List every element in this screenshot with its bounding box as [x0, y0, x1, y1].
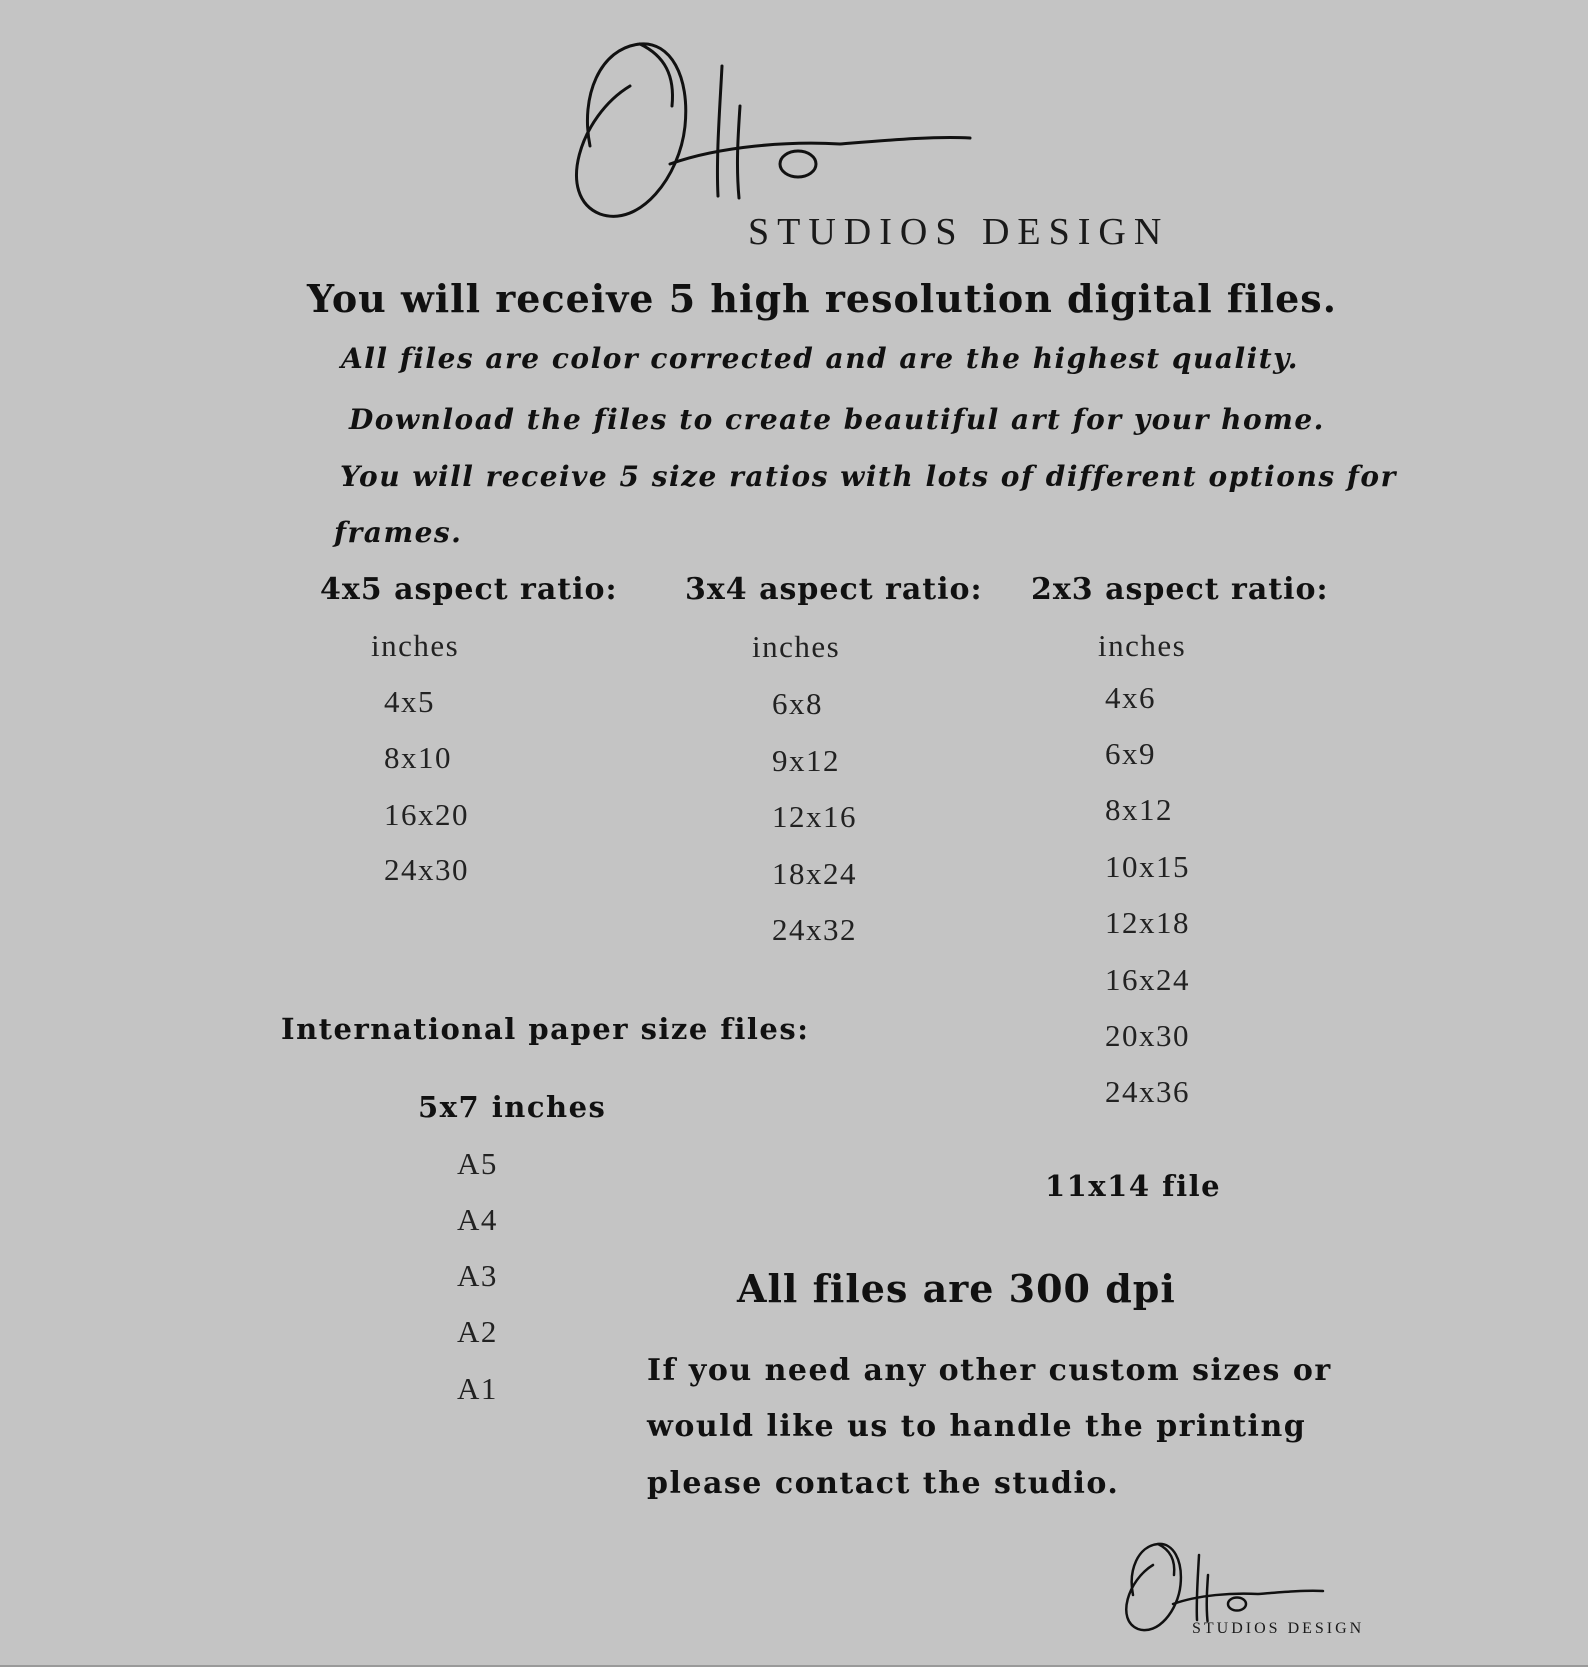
size-item: 20x30: [1105, 1018, 1190, 1053]
intro-line-4: frames.: [334, 516, 463, 549]
size-item: 10x15: [1105, 849, 1190, 884]
paper-size-item: A2: [457, 1314, 498, 1349]
intro-line-3: You will receive 5 size ratios with lots of different options for: [340, 460, 1397, 493]
size-item: 4x5: [384, 684, 435, 719]
international-subheading: 5x7 inches: [418, 1090, 607, 1124]
size-item: 16x20: [384, 797, 469, 832]
size-item: 12x16: [772, 799, 857, 834]
paper-size-item: A5: [457, 1146, 498, 1181]
column-heading-2x3: 2x3 aspect ratio:: [1031, 572, 1329, 607]
size-item: 6x8: [772, 686, 823, 721]
column-heading-3x4: 3x4 aspect ratio:: [685, 572, 983, 607]
brand-name-small: STUDIOS DESIGN: [1192, 1620, 1365, 1637]
size-item: 24x30: [384, 852, 469, 887]
contact-line-1: If you need any other custom sizes or: [647, 1353, 1332, 1388]
paper-size-item: A1: [457, 1371, 498, 1406]
international-heading: International paper size files:: [281, 1012, 810, 1046]
size-item: 16x24: [1105, 962, 1190, 997]
size-item: 18x24: [772, 856, 857, 891]
size-item: 24x36: [1105, 1074, 1190, 1109]
contact-line-2: would like us to handle the printing: [647, 1409, 1307, 1444]
otto-signature-logo: [560, 36, 980, 236]
size-item: 4x6: [1105, 680, 1156, 715]
contact-line-3: please contact the studio.: [647, 1466, 1120, 1501]
paper-size-item: A4: [457, 1202, 498, 1237]
column-unit-2x3: inches: [1098, 628, 1187, 663]
size-item: 9x12: [772, 743, 840, 778]
paper-size-item: A3: [457, 1258, 498, 1293]
size-item: 6x9: [1105, 736, 1156, 771]
intro-line-2: Download the files to create beautiful art for your home.: [349, 403, 1325, 436]
dpi-note: All files are 300 dpi: [737, 1266, 1176, 1311]
size-item: 12x18: [1105, 905, 1190, 940]
size-item: 8x10: [384, 740, 452, 775]
extra-file-note: 11x14 file: [1045, 1169, 1222, 1203]
headline: You will receive 5 high resolution digital files.: [307, 276, 1337, 321]
column-unit-4x5: inches: [371, 628, 460, 663]
column-unit-3x4: inches: [752, 629, 841, 664]
column-heading-4x5: 4x5 aspect ratio:: [320, 572, 618, 607]
size-item: 24x32: [772, 912, 857, 947]
size-item: 8x12: [1105, 792, 1173, 827]
intro-line-1: All files are color corrected and are the highest quality.: [341, 342, 1299, 375]
brand-name: STUDIOS DESIGN: [748, 211, 1170, 253]
